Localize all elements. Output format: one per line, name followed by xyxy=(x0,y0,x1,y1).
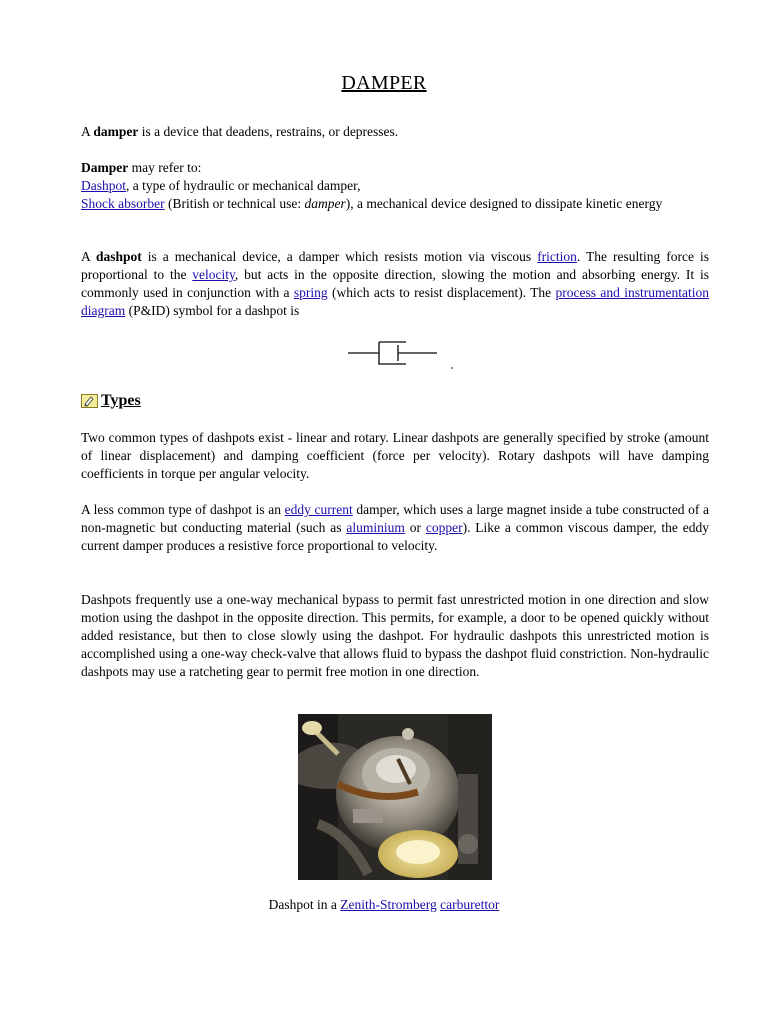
page-title: DAMPER xyxy=(341,72,427,94)
link-shock-absorber[interactable]: Shock absorber xyxy=(81,196,165,211)
types-heading-text: Types xyxy=(101,392,141,409)
dashpot-photo xyxy=(298,714,492,880)
refer-text: may refer to: xyxy=(128,160,202,175)
types-paragraph-2 xyxy=(81,501,709,555)
dashpot-text-1: is a mechanical device, a damper which resists motion via viscous xyxy=(141,249,538,264)
types-paragraph-3 xyxy=(81,591,709,681)
dashpot-text-5: (P&ID) symbol for a dashpot is xyxy=(125,303,300,318)
stray-dot xyxy=(451,367,453,369)
dashpot-term: dashpot xyxy=(96,249,142,264)
link-eddy-current[interactable]: eddy current xyxy=(284,502,353,517)
types-para2-text-1: A less common type of dashpot is an xyxy=(81,502,285,517)
intro-paragraph xyxy=(81,123,709,141)
dashpot-text-4: (which acts to resist displacement). The xyxy=(327,285,556,300)
link-copper[interactable]: copper xyxy=(425,520,463,535)
dashpot-text-2: . The resulting force is proportional to the xyxy=(81,249,709,282)
dashpot-text-3: , but acts in the opposite direction, slowing the motion and absorbing energy. It is commonly used in conjunction with a xyxy=(81,267,710,300)
link-carburettor[interactable]: carburettor xyxy=(440,897,500,912)
photo-caption xyxy=(0,897,768,913)
types-para2-text-2: damper, which uses a large magnet inside a tube constructed of a non-magnetic but conducting material (such as xyxy=(81,502,710,535)
link-spring[interactable]: spring xyxy=(293,285,328,300)
types-para3-text: Dashpots frequently use a one-way mechanical bypass to permit fast unrestricted motion in one direction and slow motion using the dashpot in the opposite direction. This permits, for example, a door to be opened quickly without added resistance, but then to close slowly using the dashpot. For hydraulic dashpots this unrestricted motion is accomplished using a one-way check-valve that allows fluid to bypass the dashpot fluid constriction. Non-hydraulic dashpots may use a ratcheting gear to permit free motion in one direction. xyxy=(81,592,709,679)
caption-text: Dashpot in a xyxy=(268,897,341,912)
types-para1-text: Two common types of dashpots exist - linear and rotary. Linear dashpots are generally specified by stroke (amount of linear displacement) and damping coefficient (force per velocity). Rotary dashpots will have damping coefficients in torque per angular velocity. xyxy=(81,430,709,481)
dashpot-paragraph xyxy=(81,248,709,320)
refer-item2-rest: ), a mechanical device designed to dissipate kinetic energy xyxy=(345,196,663,211)
refer-item2-mid: (British or technical use: xyxy=(164,196,305,211)
types-para2-text-4: ). Like a common viscous damper, the eddy current damper produces a resistive force proportional to velocity. xyxy=(81,520,710,553)
refer-term: Damper xyxy=(81,160,129,175)
refer-item2-italic: damper xyxy=(304,196,346,211)
link-friction[interactable]: friction xyxy=(537,249,577,264)
dashpot-symbol xyxy=(348,340,438,371)
refer-item1-text: , a type of hydraulic or mechanical damper, xyxy=(126,178,361,193)
intro-text-rest: is a device that deadens, restrains, or depresses. xyxy=(138,124,399,139)
link-aluminium[interactable]: aluminium xyxy=(346,520,405,535)
types-para2-text-3: or xyxy=(404,520,426,535)
types-paragraph-1 xyxy=(81,429,709,483)
types-heading xyxy=(81,392,141,410)
refer-block xyxy=(81,159,709,213)
link-zenith-stromberg[interactable]: Zenith-Stromberg xyxy=(340,897,437,912)
dashpot-text-a: A xyxy=(81,249,96,264)
link-dashpot[interactable]: Dashpot xyxy=(81,178,126,193)
intro-text-a: A xyxy=(81,124,94,139)
link-velocity[interactable]: velocity xyxy=(192,267,235,282)
edit-section-icon[interactable] xyxy=(81,394,98,408)
link-pid[interactable]: process and instrumentation diagram xyxy=(81,285,709,318)
intro-term: damper xyxy=(93,124,139,139)
